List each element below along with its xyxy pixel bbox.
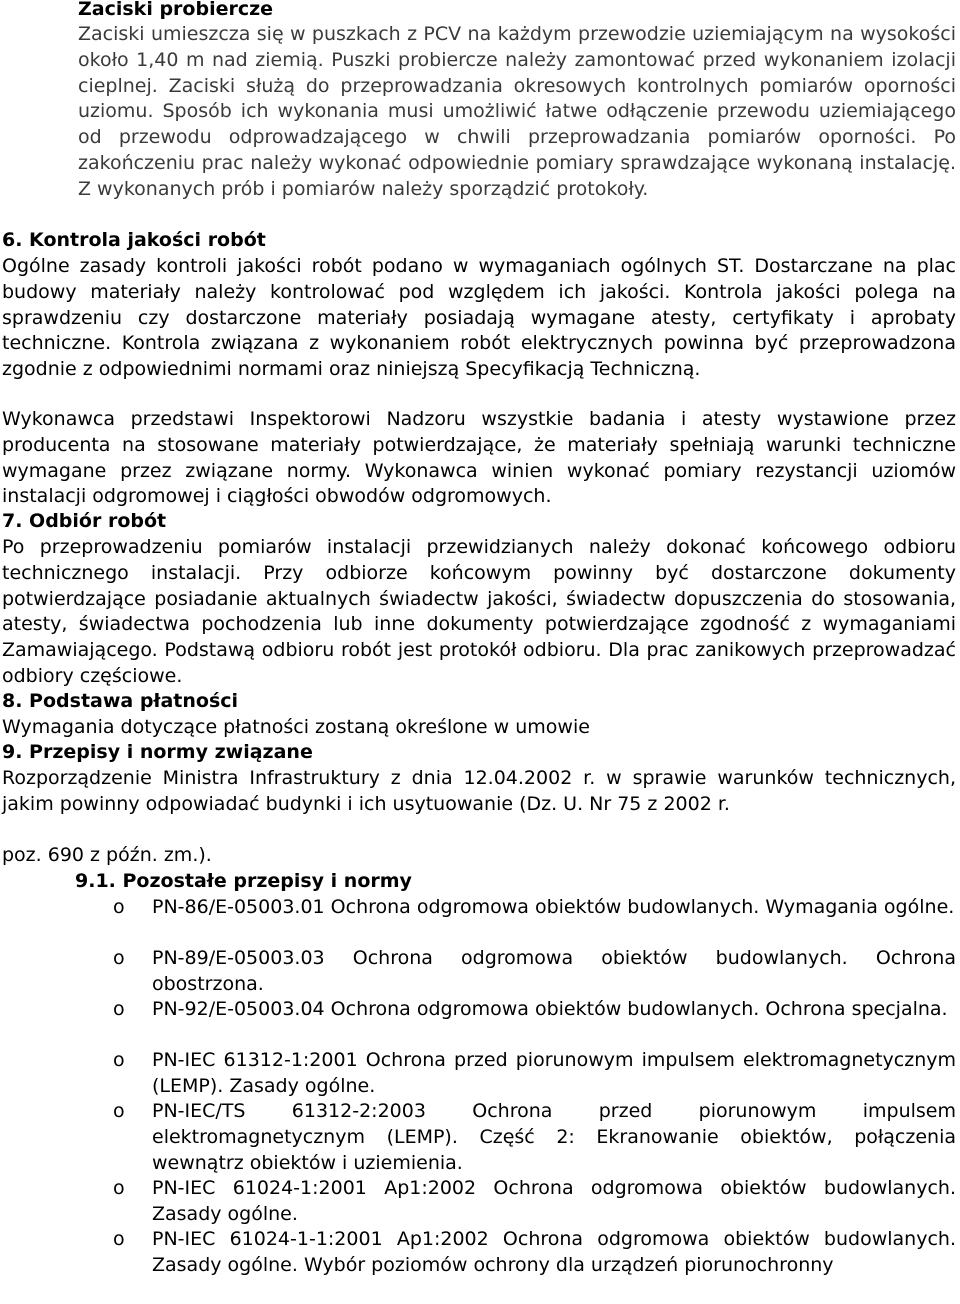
paragraph-8: Wymagania dotyczące płatności zostaną określone w umowie <box>2 716 590 738</box>
bullet-marker: o <box>113 1177 125 1199</box>
list-item-text: PN-89/E-05003.03 Ochrona odgromowa obiektów budowlanych. Ochrona obostrzona. <box>152 947 956 995</box>
bullet-marker: o <box>113 1228 125 1250</box>
list-item-text: PN-IEC 61312-1:2001 Ochrona przed piorunowym impulsem elektromagnetycznym (LEMP). Zasady ogólne. <box>152 1049 956 1097</box>
section-heading-9: 9. Przepisy i normy związane <box>2 741 313 763</box>
section-heading-zaciski: Zaciski probiercze <box>78 0 274 20</box>
bullet-marker: o <box>113 998 125 1020</box>
bullet-marker: o <box>113 896 125 918</box>
list-item-text: PN-IEC/TS 61312-2:2003 Ochrona przed piorunowym impulsem elektromagnetycznym (LEMP). Część 2: Ekranowanie obiektów, połączenia wewnątrz obiektów i uziemienia. <box>152 1100 956 1174</box>
section-heading-6: 6. Kontrola jakości robót <box>2 229 266 251</box>
list-item-text: PN-92/E-05003.04 Ochrona odgromowa obiektów budowlanych. Ochrona specjalna. <box>152 998 948 1020</box>
section-heading-7: 7. Odbiór robót <box>2 510 167 532</box>
list-item-text: PN-IEC 61024-1:2001 Ap1:2002 Ochrona odgromowa obiektów budowlanych. Zasady ogólne. <box>152 1177 956 1225</box>
section-heading-8: 8. Podstawa płatności <box>2 690 239 712</box>
paragraph-9: Rozporządzenie Ministra Infrastruktury z dnia 12.04.2002 r. w sprawie warunków technicznych, jakim powinny odpowiadać budynki i ich usytuowanie (Dz. U. Nr 75 z 2002 r. <box>2 767 956 815</box>
bullet-marker: o <box>113 947 125 969</box>
paragraph-7: Po przeprowadzeniu pomiarów instalacji przewidzianych należy dokonać końcowego odbioru technicznego instalacji. Przy odbiorze końcowym powinny być dostarczone dokumenty potwierdzające posiadanie aktualnych świadectw jakości, świadectw dopuszczenia do stosowania, atesty, świadectwa pochodzenia lub inne dokumenty potwierdzające zgodność z wymaganiami Zamawiającego. Podstawą odbioru robót jest protokół odbioru. Dla prac zanikowych przeprowadzać odbiory częściowe. <box>2 536 956 687</box>
paragraph-6-2: Wykonawca przedstawi Inspektorowi Nadzoru wszystkie badania i atesty wystawione przez producenta na stosowane materiały potwierdzające, że materiały spełniają warunki techniczne wymagane przez związane normy. Wykonawca winien wykonać pomiary rezystancji uziomów instalacji odgromowej i ciągłości obwodów odgromowych. <box>2 408 956 508</box>
paragraph-6-1: Ogólne zasady kontroli jakości robót podano w wymaganiach ogólnych ST. Dostarczane na plac budowy materiały należy kontrolować pod względem ich jakości. Kontrola jakości polega na sprawdzeniu czy dostarczone materiały posiadają wymagane atesty, certyfikaty i aprobaty techniczne. Kontrola związana z wykonaniem robót elektrycznych powinna być przeprowadzona zgodnie z odpowiednimi normami oraz niniejszą Specyfikacją Techniczną. <box>2 255 956 381</box>
list-item-text: PN-86/E-05003.01 Ochrona odgromowa obiektów budowlanych. Wymagania ogólne. <box>152 896 955 918</box>
paragraph-9-continued: poz. 690 z późn. zm.). <box>2 844 212 866</box>
bullet-marker: o <box>113 1100 125 1122</box>
list-item-text: PN-IEC 61024-1-1:2001 Ap1:2002 Ochrona odgromowa obiektów budowlanych. Zasady ogólne. Wybór poziomów ochrony dla urządzeń piorunochronny <box>152 1228 956 1276</box>
section-heading-9-1: 9.1. Pozostałe przepisy i normy <box>75 870 412 892</box>
paragraph-zaciski: Zaciski umieszcza się w puszkach z PCV na każdym przewodzie uziemiającym na wysokości około 1,40 m nad ziemią. Puszki probiercze należy zamontować przed wykonaniem izolacji cieplnej. Zaciski służą do przeprowadzania okresowych kontrolnych pomiarów oporności uziomu. Sposób ich wykonania musi umożliwić łatwe odłączenie przewodu uziemiającego od przewodu odprowadzającego w chwili przeprowadzania pomiarów oporności. Po zakończeniu prac należy wykonać odpowiednie pomiary sprawdzające wykonaną instalację. Z wykonanych prób i pomiarów należy sporządzić protokoły. <box>78 23 956 200</box>
bullet-marker: o <box>113 1049 125 1071</box>
